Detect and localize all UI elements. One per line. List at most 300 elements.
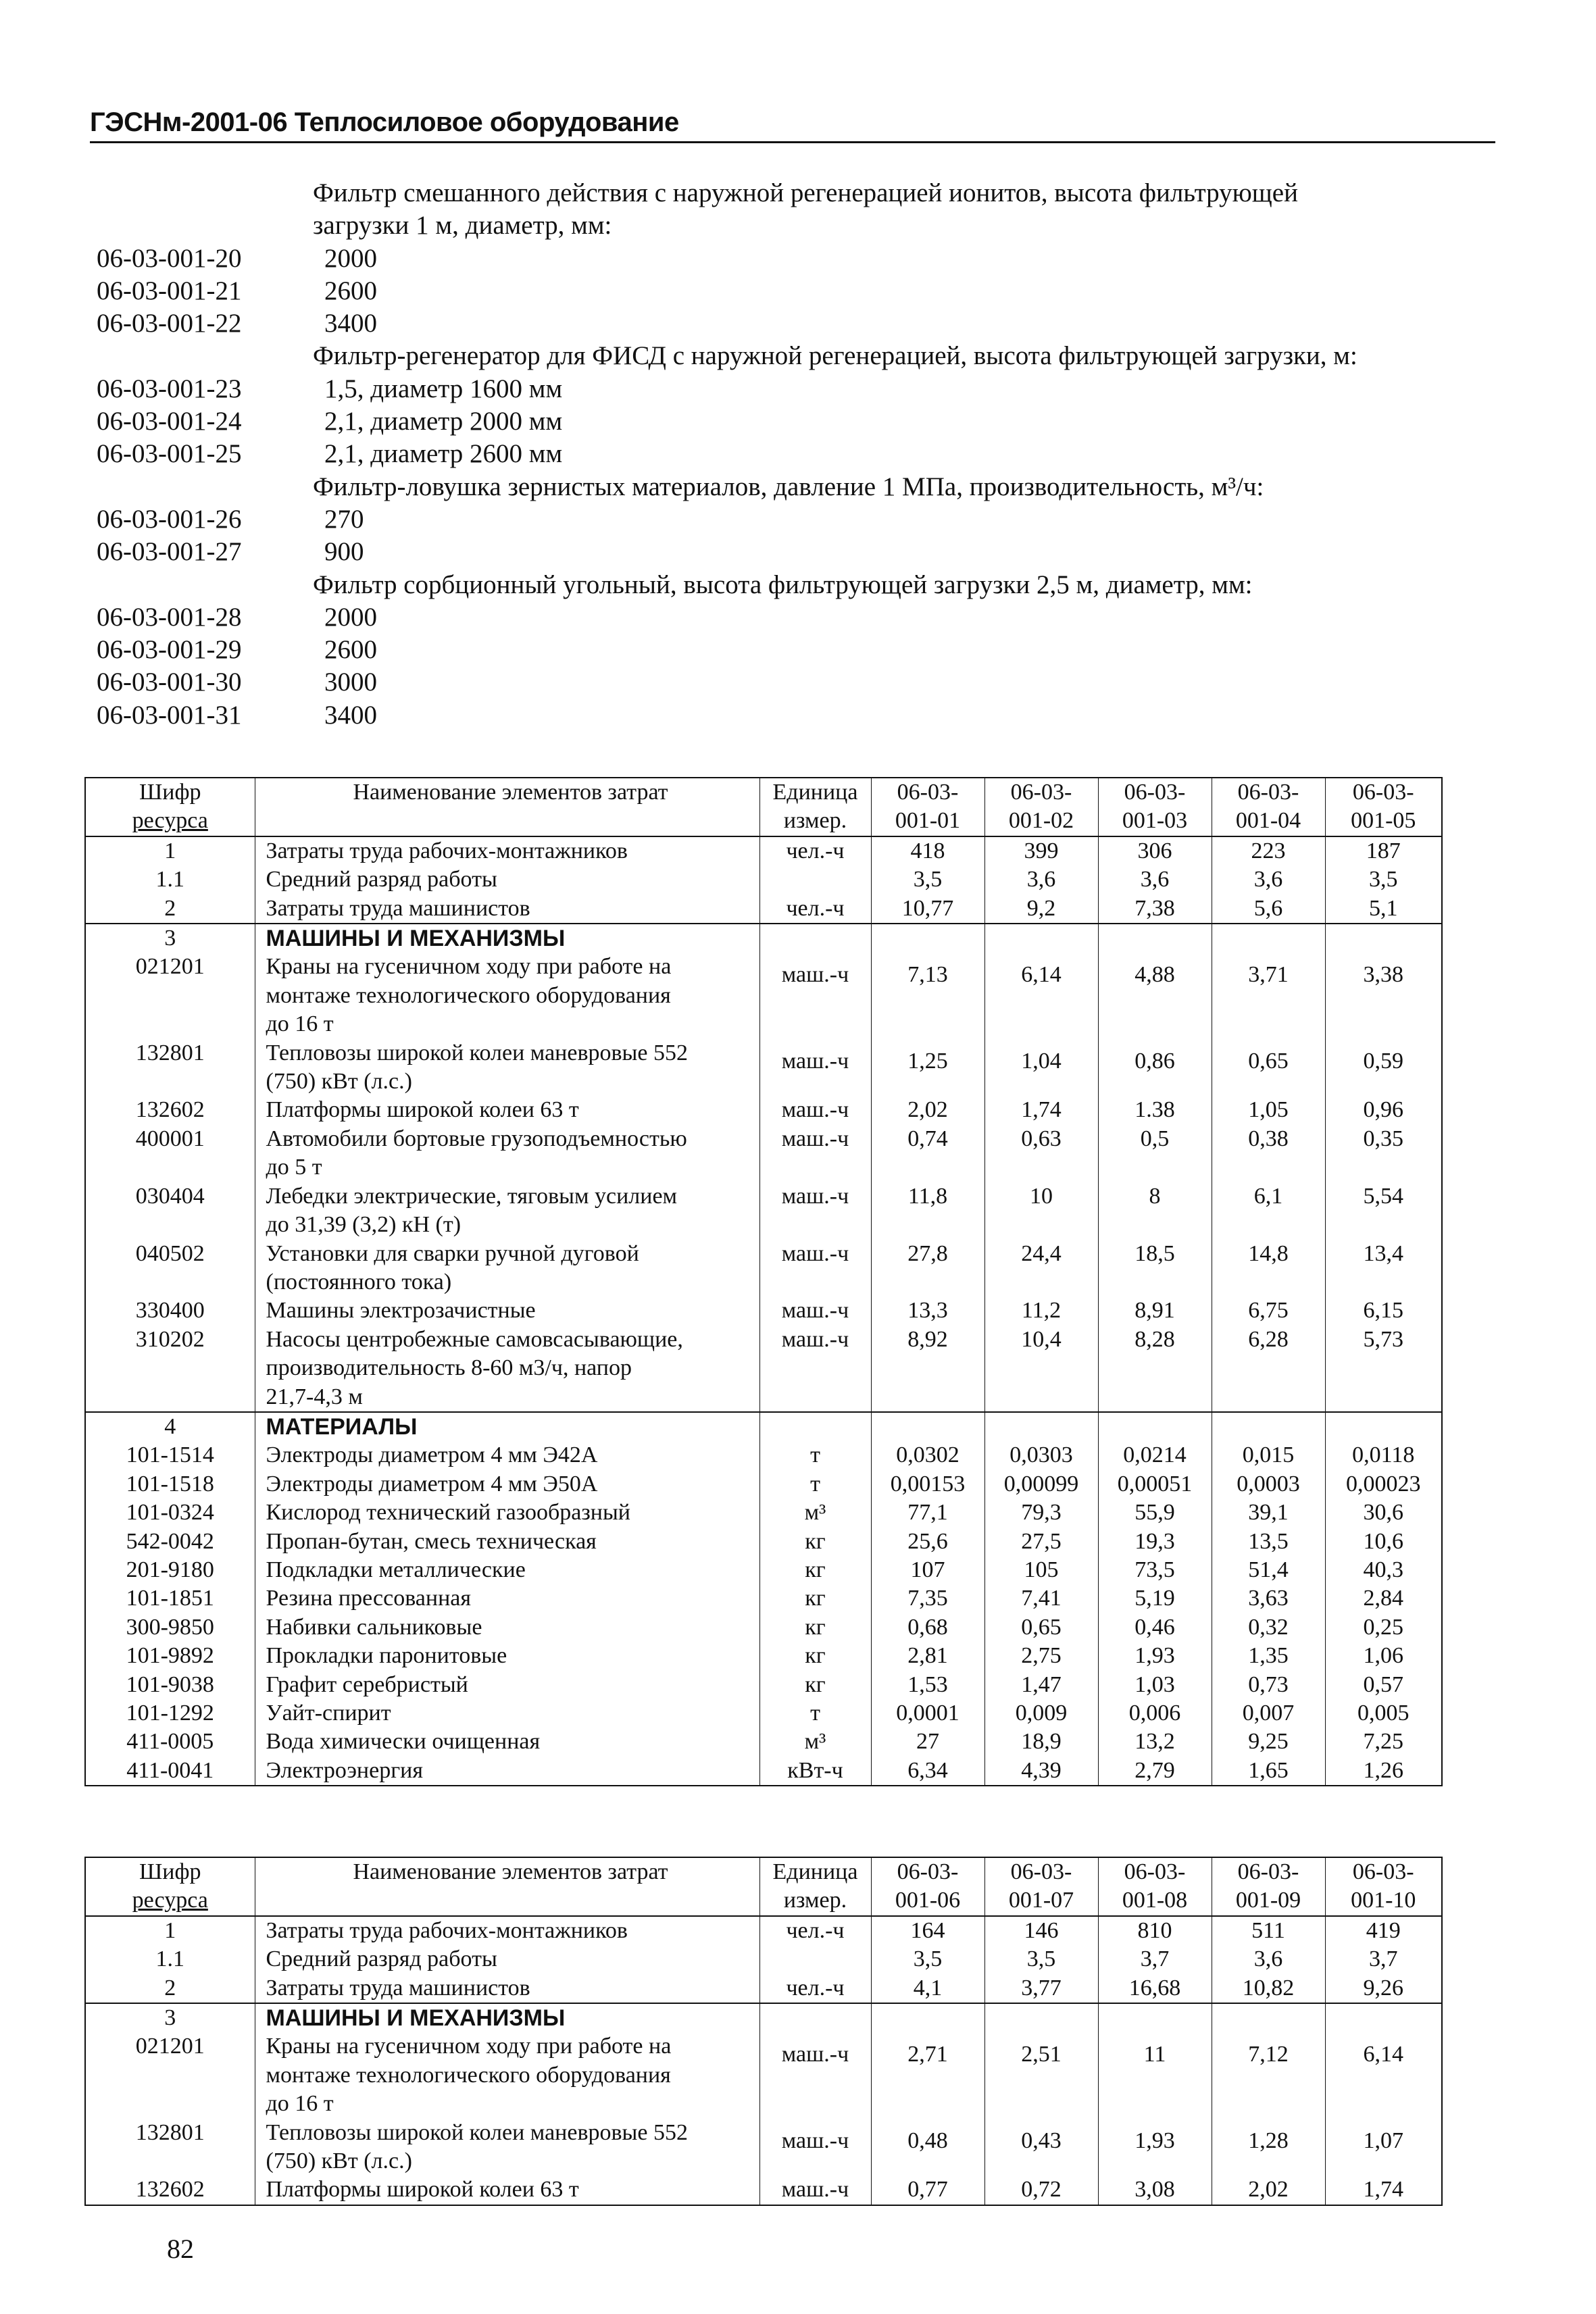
- row-unit: [759, 1945, 871, 1973]
- cell-line: до 16 т: [266, 1011, 334, 1037]
- table-row: [85, 2032, 1442, 2118]
- row-value: 187: [1325, 836, 1442, 865]
- cell-line: 06-03-: [1010, 1859, 1072, 1884]
- row-value: 9,2: [984, 895, 1098, 924]
- item-list: [97, 177, 1509, 732]
- row-unit: кВт-ч: [759, 1757, 871, 1786]
- cell-line: Тепловозы широкой колеи маневровые 552: [266, 1040, 688, 1065]
- row-value: 6,14: [984, 953, 1098, 1038]
- row-value: 1,93: [1098, 1642, 1212, 1670]
- row-value: 3,5: [1325, 865, 1442, 894]
- row-value: 2,51: [984, 2032, 1098, 2118]
- cell-line: Электроды диаметром 4 мм Э50А: [266, 1471, 598, 1496]
- list-heading-text: Фильтр-ловушка зернистых материалов, давление 1 МПа, производительность, м³/ч:: [313, 472, 1264, 501]
- list-item: [97, 634, 1509, 666]
- header-col: [1212, 778, 1325, 836]
- list-item-code: 06-03-001-28: [97, 602, 242, 632]
- row-value: 2,84: [1325, 1584, 1442, 1613]
- cell-line: Средний разряд работы: [266, 867, 497, 892]
- row-value: 0,015: [1212, 1441, 1325, 1469]
- cell-line: Затраты труда машинистов: [266, 895, 530, 921]
- list-item-value: 2000: [324, 602, 377, 632]
- row-value: 8,28: [1098, 1326, 1212, 1412]
- resource-table-2: [84, 1857, 1443, 2206]
- row-value: 3,7: [1098, 1945, 1212, 1973]
- row-value: 0,35: [1325, 1125, 1442, 1182]
- row-code: 411-0041: [85, 1757, 255, 1786]
- row-value: 18,5: [1098, 1240, 1212, 1297]
- row-value: 0,46: [1098, 1613, 1212, 1642]
- section-row: [85, 1412, 1442, 1441]
- cell-line: до 16 т: [266, 2091, 334, 2117]
- list-item-value: 2,1, диаметр 2000 мм: [324, 407, 563, 436]
- table-row: [85, 1297, 1442, 1325]
- header-col: [1098, 778, 1212, 836]
- row-value: 13,3: [871, 1297, 984, 1325]
- row-value: 0,5: [1098, 1125, 1212, 1182]
- list-item-code: 06-03-001-27: [97, 537, 242, 567]
- table-row: [85, 1916, 1442, 1945]
- cell-line: Платформы широкой колеи 63 т: [266, 1097, 579, 1123]
- cell-line: 06-03-: [897, 780, 959, 805]
- row-name: [255, 1556, 759, 1584]
- table-row: [85, 2175, 1442, 2205]
- row-name: [255, 1326, 759, 1412]
- row-value: [871, 1412, 984, 1441]
- cell-line: 001-02: [1008, 808, 1074, 834]
- header-col: [1325, 1857, 1442, 1916]
- row-code: 2: [85, 895, 255, 924]
- row-value: 7,41: [984, 1584, 1098, 1613]
- row-value: 0,005: [1325, 1699, 1442, 1728]
- cell-line: Машины электрозачистные: [266, 1298, 536, 1324]
- list-item: [97, 307, 1509, 340]
- cell-line: 001-09: [1235, 1888, 1301, 1913]
- row-value: 2,75: [984, 1642, 1098, 1670]
- row-name: [255, 1671, 759, 1699]
- row-value: 9,25: [1212, 1728, 1325, 1756]
- list-item-code: 06-03-001-20: [97, 243, 242, 273]
- row-unit: [759, 865, 871, 894]
- row-value: 2,81: [871, 1642, 984, 1670]
- row-value: 0,48: [871, 2119, 984, 2176]
- cell-line: 001-10: [1351, 1888, 1416, 1913]
- row-value: 0,63: [984, 1125, 1098, 1182]
- row-code: 411-0005: [85, 1728, 255, 1756]
- row-value: 30,6: [1325, 1499, 1442, 1527]
- cell-line: 06-03-: [1124, 780, 1186, 805]
- list-item-code: 06-03-001-29: [97, 635, 242, 665]
- row-value: [1212, 924, 1325, 953]
- table-row: [85, 895, 1442, 924]
- row-unit: [759, 924, 871, 953]
- table-row: [85, 1757, 1442, 1786]
- row-value: 1,93: [1098, 2119, 1212, 2176]
- row-value: 0,25: [1325, 1613, 1442, 1642]
- row-unit: маш.-ч: [759, 1240, 871, 1297]
- cell-line: (постоянного тока): [266, 1269, 452, 1294]
- row-value: [1325, 1412, 1442, 1441]
- row-unit: кг: [759, 1584, 871, 1613]
- row-value: 5,1: [1325, 895, 1442, 924]
- row-code: 1: [85, 1916, 255, 1945]
- table-row: [85, 1613, 1442, 1642]
- list-item: [97, 699, 1509, 732]
- row-name: [255, 836, 759, 865]
- row-code: 132801: [85, 2119, 255, 2176]
- row-value: 1,05: [1212, 1096, 1325, 1124]
- table-row: [85, 1240, 1442, 1297]
- row-value: 1,74: [984, 1096, 1098, 1124]
- row-value: 25,6: [871, 1528, 984, 1556]
- row-value: [871, 924, 984, 953]
- list-item-value: 2600: [324, 276, 377, 305]
- row-unit: [759, 2003, 871, 2032]
- row-code: 4: [85, 1412, 255, 1441]
- row-name: [255, 2003, 759, 2032]
- row-unit: кг: [759, 1613, 871, 1642]
- cell-line: Краны на гусеничном ходу при работе на: [266, 2034, 672, 2059]
- row-value: 6,1: [1212, 1182, 1325, 1240]
- list-item: [97, 243, 1509, 275]
- cell-line: Затраты труда рабочих-монтажников: [266, 838, 628, 863]
- row-unit: чел.-ч: [759, 1916, 871, 1945]
- cell-line: Резина прессованная: [266, 1586, 472, 1611]
- row-code: 2: [85, 1974, 255, 2003]
- row-code: 030404: [85, 1182, 255, 1240]
- row-value: 3,6: [984, 865, 1098, 894]
- row-unit: маш.-ч: [759, 2032, 871, 2118]
- row-value: 79,3: [984, 1499, 1098, 1527]
- cell-line: МАШИНЫ И МЕХАНИЗМЫ: [266, 2005, 566, 2032]
- row-value: 11: [1098, 2032, 1212, 2118]
- row-value: 1.38: [1098, 1096, 1212, 1124]
- list-heading: [97, 471, 1509, 503]
- row-name: [255, 865, 759, 894]
- row-value: 0,00023: [1325, 1470, 1442, 1499]
- cell-line: Краны на гусеничном ходу при работе на: [266, 954, 672, 980]
- table-row: [85, 1326, 1442, 1412]
- row-name: [255, 1584, 759, 1613]
- list-heading-text: Фильтр-регенератор для ФИСД с наружной регенерацией, высота фильтрующей загрузки, м:: [313, 341, 1357, 371]
- row-value: 1,74: [1325, 2175, 1442, 2205]
- table-row: [85, 1584, 1442, 1613]
- row-value: 24,4: [984, 1240, 1098, 1297]
- table-row: [85, 1125, 1442, 1182]
- row-value: 8,91: [1098, 1297, 1212, 1325]
- row-value: 14,8: [1212, 1240, 1325, 1297]
- row-value: 5,73: [1325, 1326, 1442, 1412]
- row-name: [255, 1499, 759, 1527]
- header-col: [1325, 778, 1442, 836]
- row-code: 101-1292: [85, 1699, 255, 1728]
- row-value: 0,32: [1212, 1613, 1325, 1642]
- row-name: [255, 924, 759, 953]
- row-value: 1,25: [871, 1039, 984, 1097]
- row-value: 3,77: [984, 1974, 1098, 2003]
- running-header: [90, 103, 1495, 143]
- list-item-value: 270: [324, 504, 364, 534]
- row-code: 101-1851: [85, 1584, 255, 1613]
- row-value: 3,71: [1212, 953, 1325, 1038]
- row-code: 3: [85, 2003, 255, 2032]
- row-code: 021201: [85, 953, 255, 1038]
- row-value: [871, 2003, 984, 2032]
- cell-line: МАТЕРИАЛЫ: [266, 1413, 418, 1440]
- row-value: 19,3: [1098, 1528, 1212, 1556]
- row-value: 1,04: [984, 1039, 1098, 1097]
- list-item-code: 06-03-001-31: [97, 700, 242, 730]
- row-value: 13,2: [1098, 1728, 1212, 1756]
- cell-line: 001-06: [895, 1888, 961, 1913]
- row-value: 0,57: [1325, 1671, 1442, 1699]
- row-value: 5,6: [1212, 895, 1325, 924]
- row-value: 16,68: [1098, 1974, 1212, 2003]
- table-row: [85, 1671, 1442, 1699]
- row-value: 2,02: [871, 1096, 984, 1124]
- row-code: 400001: [85, 1125, 255, 1182]
- cell-line: 06-03-: [1237, 780, 1299, 805]
- row-value: 39,1: [1212, 1499, 1325, 1527]
- row-value: 164: [871, 1916, 984, 1945]
- document-title: ГЭСНм-2001-06 Теплосиловое оборудование: [90, 107, 679, 137]
- row-value: 0,0302: [871, 1441, 984, 1469]
- row-unit: маш.-ч: [759, 2175, 871, 2205]
- row-value: 1,53: [871, 1671, 984, 1699]
- row-code: 300-9850: [85, 1613, 255, 1642]
- row-value: 0,65: [1212, 1039, 1325, 1097]
- row-name: [255, 1441, 759, 1469]
- row-unit: маш.-ч: [759, 1039, 871, 1097]
- row-value: 0,86: [1098, 1039, 1212, 1097]
- cell-line: измер.: [783, 1888, 847, 1913]
- row-value: 9,26: [1325, 1974, 1442, 2003]
- row-code: 132602: [85, 2175, 255, 2205]
- cell-line: 06-03-: [1124, 1859, 1186, 1884]
- row-name: [255, 953, 759, 1038]
- cell-line: 001-07: [1008, 1888, 1074, 1913]
- cell-line: (750) кВт (л.с.): [266, 1069, 412, 1095]
- row-value: 0,009: [984, 1699, 1098, 1728]
- cell-line: Установки для сварки ручной дуговой: [266, 1240, 639, 1266]
- row-value: 3,63: [1212, 1584, 1325, 1613]
- row-unit: маш.-ч: [759, 953, 871, 1038]
- row-code: 310202: [85, 1326, 255, 1412]
- table-row: [85, 1556, 1442, 1584]
- list-item: [97, 438, 1509, 470]
- table-row: [85, 836, 1442, 865]
- row-name: [255, 1412, 759, 1441]
- row-unit: чел.-ч: [759, 895, 871, 924]
- cell-line: 001-03: [1122, 808, 1188, 834]
- row-name: [255, 1039, 759, 1097]
- list-item-code: 06-03-001-23: [97, 374, 242, 403]
- row-value: 0,59: [1325, 1039, 1442, 1097]
- cell-line: Затраты труда рабочих-монтажников: [266, 1917, 628, 1943]
- cell-line: Шифр: [139, 1859, 201, 1884]
- row-name: [255, 1699, 759, 1728]
- section-row: [85, 2003, 1442, 2032]
- cell-line: 001-05: [1351, 808, 1416, 834]
- list-heading: [97, 569, 1509, 601]
- row-value: 1,28: [1212, 2119, 1325, 2176]
- row-value: [1098, 2003, 1212, 2032]
- row-code: 132801: [85, 1039, 255, 1097]
- cell-line: производительность 8-60 м3/ч, напор: [266, 1355, 632, 1381]
- row-value: 419: [1325, 1916, 1442, 1945]
- row-value: 3,5: [871, 1945, 984, 1973]
- row-code: 201-9180: [85, 1556, 255, 1584]
- cell-line: 21,7-4,3 м: [266, 1384, 363, 1409]
- row-unit: маш.-ч: [759, 1297, 871, 1325]
- row-code: 101-9038: [85, 1671, 255, 1699]
- row-value: 0,0303: [984, 1441, 1098, 1469]
- row-unit: кг: [759, 1642, 871, 1670]
- row-value: 3,08: [1098, 2175, 1212, 2205]
- row-value: 3,5: [871, 865, 984, 894]
- table-row: [85, 1945, 1442, 1973]
- row-value: 0,0001: [871, 1699, 984, 1728]
- header-col: [871, 778, 984, 836]
- row-value: [984, 2003, 1098, 2032]
- row-value: 0,68: [871, 1613, 984, 1642]
- header-code: [85, 778, 255, 836]
- list-item-value: 3000: [324, 668, 377, 697]
- cell-line: до 31,39 (3,2) кН (т): [266, 1212, 462, 1238]
- table-row: [85, 1039, 1442, 1097]
- list-item-code: 06-03-001-30: [97, 668, 242, 697]
- row-value: 0,77: [871, 2175, 984, 2205]
- header-col: [984, 778, 1098, 836]
- cell-line: Вода химически очищенная: [266, 1729, 541, 1755]
- cell-line: Насосы центробежные самовсасывающие,: [266, 1326, 683, 1352]
- row-code: 1.1: [85, 1945, 255, 1973]
- list-item-value: 2000: [324, 243, 377, 273]
- row-value: 10,4: [984, 1326, 1098, 1412]
- list-item: [97, 405, 1509, 438]
- row-unit: маш.-ч: [759, 1096, 871, 1124]
- row-value: 1,47: [984, 1671, 1098, 1699]
- row-unit: м³: [759, 1499, 871, 1527]
- row-value: 1,06: [1325, 1642, 1442, 1670]
- cell-line: Уайт-спирит: [266, 1701, 391, 1726]
- row-value: [1212, 1412, 1325, 1441]
- row-value: 18,9: [984, 1728, 1098, 1756]
- header-col: [984, 1857, 1098, 1916]
- table-row: [85, 1728, 1442, 1756]
- cell-line: 06-03-: [1352, 780, 1414, 805]
- row-value: 3,6: [1212, 865, 1325, 894]
- row-name: [255, 1613, 759, 1642]
- row-name: [255, 895, 759, 924]
- list-item: [97, 601, 1509, 634]
- row-value: 0,38: [1212, 1125, 1325, 1182]
- cell-line: Набивки сальниковые: [266, 1614, 482, 1640]
- row-code: 101-1518: [85, 1470, 255, 1499]
- row-value: 3,38: [1325, 953, 1442, 1038]
- header-col: [1098, 1857, 1212, 1916]
- row-name: [255, 2032, 759, 2118]
- row-value: 4,1: [871, 1974, 984, 2003]
- list-item-value: 2600: [324, 635, 377, 665]
- row-name: [255, 1528, 759, 1556]
- row-code: 1: [85, 836, 255, 865]
- list-item-code: 06-03-001-25: [97, 439, 242, 469]
- table-row: [85, 2119, 1442, 2176]
- row-value: 1,65: [1212, 1757, 1325, 1786]
- list-heading: [97, 340, 1509, 372]
- cell-line: Шифр: [139, 780, 201, 805]
- row-value: 0,72: [984, 2175, 1098, 2205]
- row-value: [1098, 924, 1212, 953]
- cell-line: Автомобили бортовые грузоподъемностью: [266, 1126, 687, 1151]
- row-value: [984, 1412, 1098, 1441]
- cell-line: 001-01: [895, 808, 961, 834]
- row-code: 021201: [85, 2032, 255, 2118]
- row-value: 6,34: [871, 1757, 984, 1786]
- header-name: Наименование элементов затрат: [255, 778, 759, 836]
- cell-line: Графит серебристый: [266, 1671, 468, 1697]
- page-number: 82: [167, 2234, 194, 2264]
- row-value: 10: [984, 1182, 1098, 1240]
- cell-line: Электроды диаметром 4 мм Э42А: [266, 1442, 598, 1468]
- row-value: [1212, 2003, 1325, 2032]
- row-value: 0,00051: [1098, 1470, 1212, 1499]
- row-value: 5,54: [1325, 1182, 1442, 1240]
- row-value: 27,5: [984, 1528, 1098, 1556]
- row-value: 0,006: [1098, 1699, 1212, 1728]
- row-value: 4,39: [984, 1757, 1098, 1786]
- row-unit: [759, 1412, 871, 1441]
- row-unit: кг: [759, 1671, 871, 1699]
- cell-line: до 5 т: [266, 1155, 322, 1180]
- row-name: [255, 1728, 759, 1756]
- row-value: 7,25: [1325, 1728, 1442, 1756]
- row-value: 6,14: [1325, 2032, 1442, 2118]
- row-unit: т: [759, 1699, 871, 1728]
- row-value: 10,77: [871, 895, 984, 924]
- row-value: 0,0214: [1098, 1441, 1212, 1469]
- table-row: [85, 865, 1442, 894]
- table-row: [85, 1441, 1442, 1469]
- row-value: 2,02: [1212, 2175, 1325, 2205]
- cell-line: Затраты труда машинистов: [266, 1975, 530, 2001]
- cell-line: Единица: [772, 780, 858, 805]
- row-code: 3: [85, 924, 255, 953]
- table-row: [85, 1974, 1442, 2003]
- list-item-code: 06-03-001-21: [97, 276, 242, 305]
- row-code: 1.1: [85, 865, 255, 894]
- row-value: 0,007: [1212, 1699, 1325, 1728]
- table-row: [85, 1096, 1442, 1124]
- row-name: [255, 2175, 759, 2205]
- list-item-code: 06-03-001-22: [97, 309, 242, 338]
- row-value: 0,65: [984, 1613, 1098, 1642]
- row-value: 0,00153: [871, 1470, 984, 1499]
- row-value: 6,15: [1325, 1297, 1442, 1325]
- cell-line: 06-03-: [1237, 1859, 1299, 1884]
- list-item-value: 900: [324, 537, 364, 567]
- row-value: 0,00099: [984, 1470, 1098, 1499]
- row-value: 1,07: [1325, 2119, 1442, 2176]
- cell-line: Платформы широкой колеи 63 т: [266, 2177, 579, 2203]
- resource-table-1: [84, 777, 1443, 1786]
- list-item-code: 06-03-001-24: [97, 407, 242, 436]
- row-value: [1325, 2003, 1442, 2032]
- row-value: 418: [871, 836, 984, 865]
- table-row: [85, 1470, 1442, 1499]
- row-name: [255, 1470, 759, 1499]
